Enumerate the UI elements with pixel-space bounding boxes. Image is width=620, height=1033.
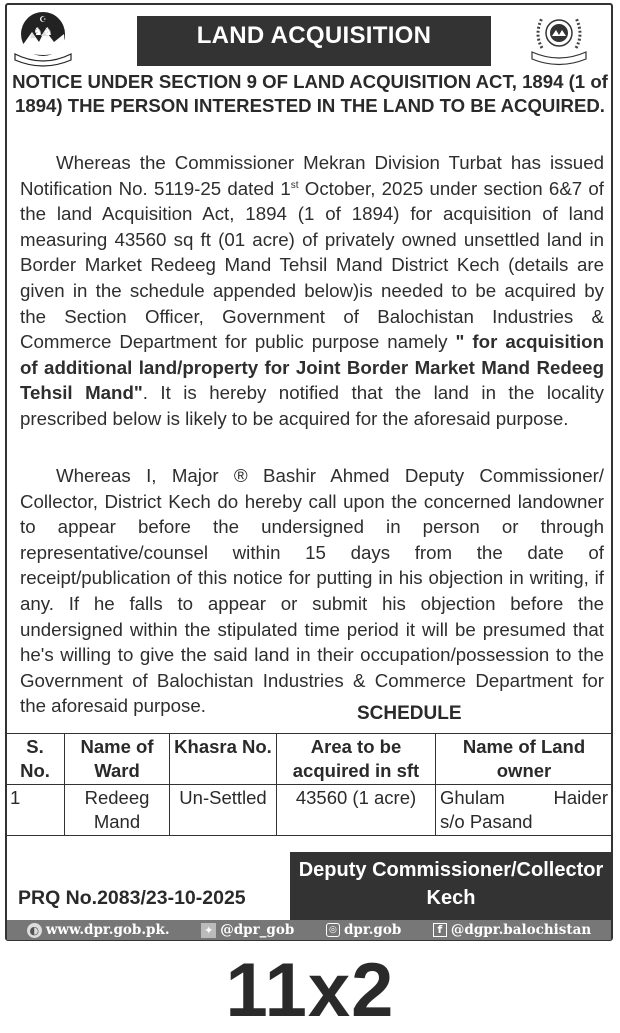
footer-twitter[interactable] — [201, 922, 294, 938]
notice-title: LAND ACQUISITION — [137, 16, 491, 66]
dgpr-emblem-icon — [528, 8, 590, 70]
paragraph-1 — [20, 150, 604, 432]
owner-parentage: s/o Pasand — [440, 811, 533, 832]
purpose-bold-text: " for acquisition of additional land/property for Joint Border Market Mand Redeeg Tehsil Mand" — [20, 331, 604, 404]
twitter-icon: ✦ — [201, 923, 216, 938]
balochistan-emblem-icon — [12, 8, 74, 70]
cell-sno: 1 — [6, 785, 65, 836]
header-owner: Name of Land owner — [436, 734, 613, 785]
facebook-handle: @dgpr.balochistan — [450, 922, 592, 938]
paragraph-1-text: Whereas the Commissioner Mekran Division Turbat has issued Notification No. 5119-25 dated 1 — [20, 152, 604, 199]
footer-contact-bar — [7, 920, 611, 940]
footer-instagram[interactable] — [326, 922, 401, 938]
ad-size-label: 11x2 — [225, 948, 395, 1033]
paragraph-2 — [20, 463, 604, 719]
header-khasra: Khasra No. — [170, 734, 277, 785]
paragraph-1-text-cont: October, 2025 under section 6&7 of the land Acquisition Act, 1894 (1 of 1894) for acquisition of land measuring 43560 sq ft (01 acre) of privately owned unsettled land in Border Market Redeeg Mand Tehsil Mand District Kech (details are given in the schedule appended below)is needed to be acquired by the Section Officer, Government of Balochistan Industries & Commerce Department for public purpose namely — [20, 177, 604, 353]
schedule-header-row — [6, 734, 613, 785]
cell-area: 43560 (1 acre) — [277, 785, 436, 836]
ordinal-suffix: st — [290, 179, 299, 191]
cell-owner — [436, 785, 613, 836]
owner-name — [440, 786, 608, 810]
owner-first-name: Ghulam — [440, 787, 505, 808]
facebook-icon: f — [433, 923, 447, 937]
svg-text:♞♞: ♞♞ — [33, 25, 53, 38]
signatory-box — [290, 852, 612, 922]
prq-number: PRQ No.2083/23-10-2025 — [18, 887, 246, 909]
cell-khasra: Un-Settled — [170, 785, 277, 836]
table-row — [6, 785, 613, 836]
notice-heading: NOTICE UNDER SECTION 9 OF LAND ACQUISITION ACT, 1894 (1 of 1894) THE PERSON INTERESTED IN THE LAND TO BE ACQUIRED. — [12, 71, 608, 116]
header-ward: Name of Ward — [65, 734, 170, 785]
header-area: Area to be acquired in sft — [277, 734, 436, 785]
signatory-title: Deputy Commissioner/Collector — [298, 859, 604, 881]
instagram-handle: dpr.gob — [343, 922, 402, 938]
website-text: www.dpr.gob.pk. — [45, 922, 170, 938]
schedule-table — [5, 733, 613, 836]
paragraph-1-text-end: . It is hereby notified that the land in the locality prescribed below is likely to be acquired for the aforesaid purpose. — [20, 382, 604, 429]
twitter-handle: @dpr_gob — [220, 922, 295, 938]
footer-website[interactable] — [27, 922, 170, 938]
signatory-location: Kech — [426, 887, 476, 909]
globe-icon: ◐ — [27, 923, 42, 938]
paragraph-2-text: Whereas I, Major ® Bashir Ahmed Deputy Commissioner/ Collector, District Kech do hereby call upon the concerned landowner to appear before the undersigned in person or through representative/counsel within 15 days from the date of receipt/publication of this notice for putting in his objection in writing, if any. If he falls to appear or submit his objection before the undersigned within the stipulated time period it will be presumed that he's willing to give the said land in their occupation/possession to the Government of Balochistan Industries & Commerce Department for the aforesaid purpose. — [20, 465, 604, 717]
cell-ward: Redeeg Mand — [65, 785, 170, 836]
header-sno: S. No. — [6, 734, 65, 785]
instagram-icon: ◎ — [326, 923, 340, 937]
schedule-label: SCHEDULE — [357, 703, 462, 724]
svg-text:☪: ☪ — [39, 15, 47, 24]
footer-facebook[interactable] — [433, 922, 591, 938]
owner-last-name: Haider — [553, 787, 608, 808]
